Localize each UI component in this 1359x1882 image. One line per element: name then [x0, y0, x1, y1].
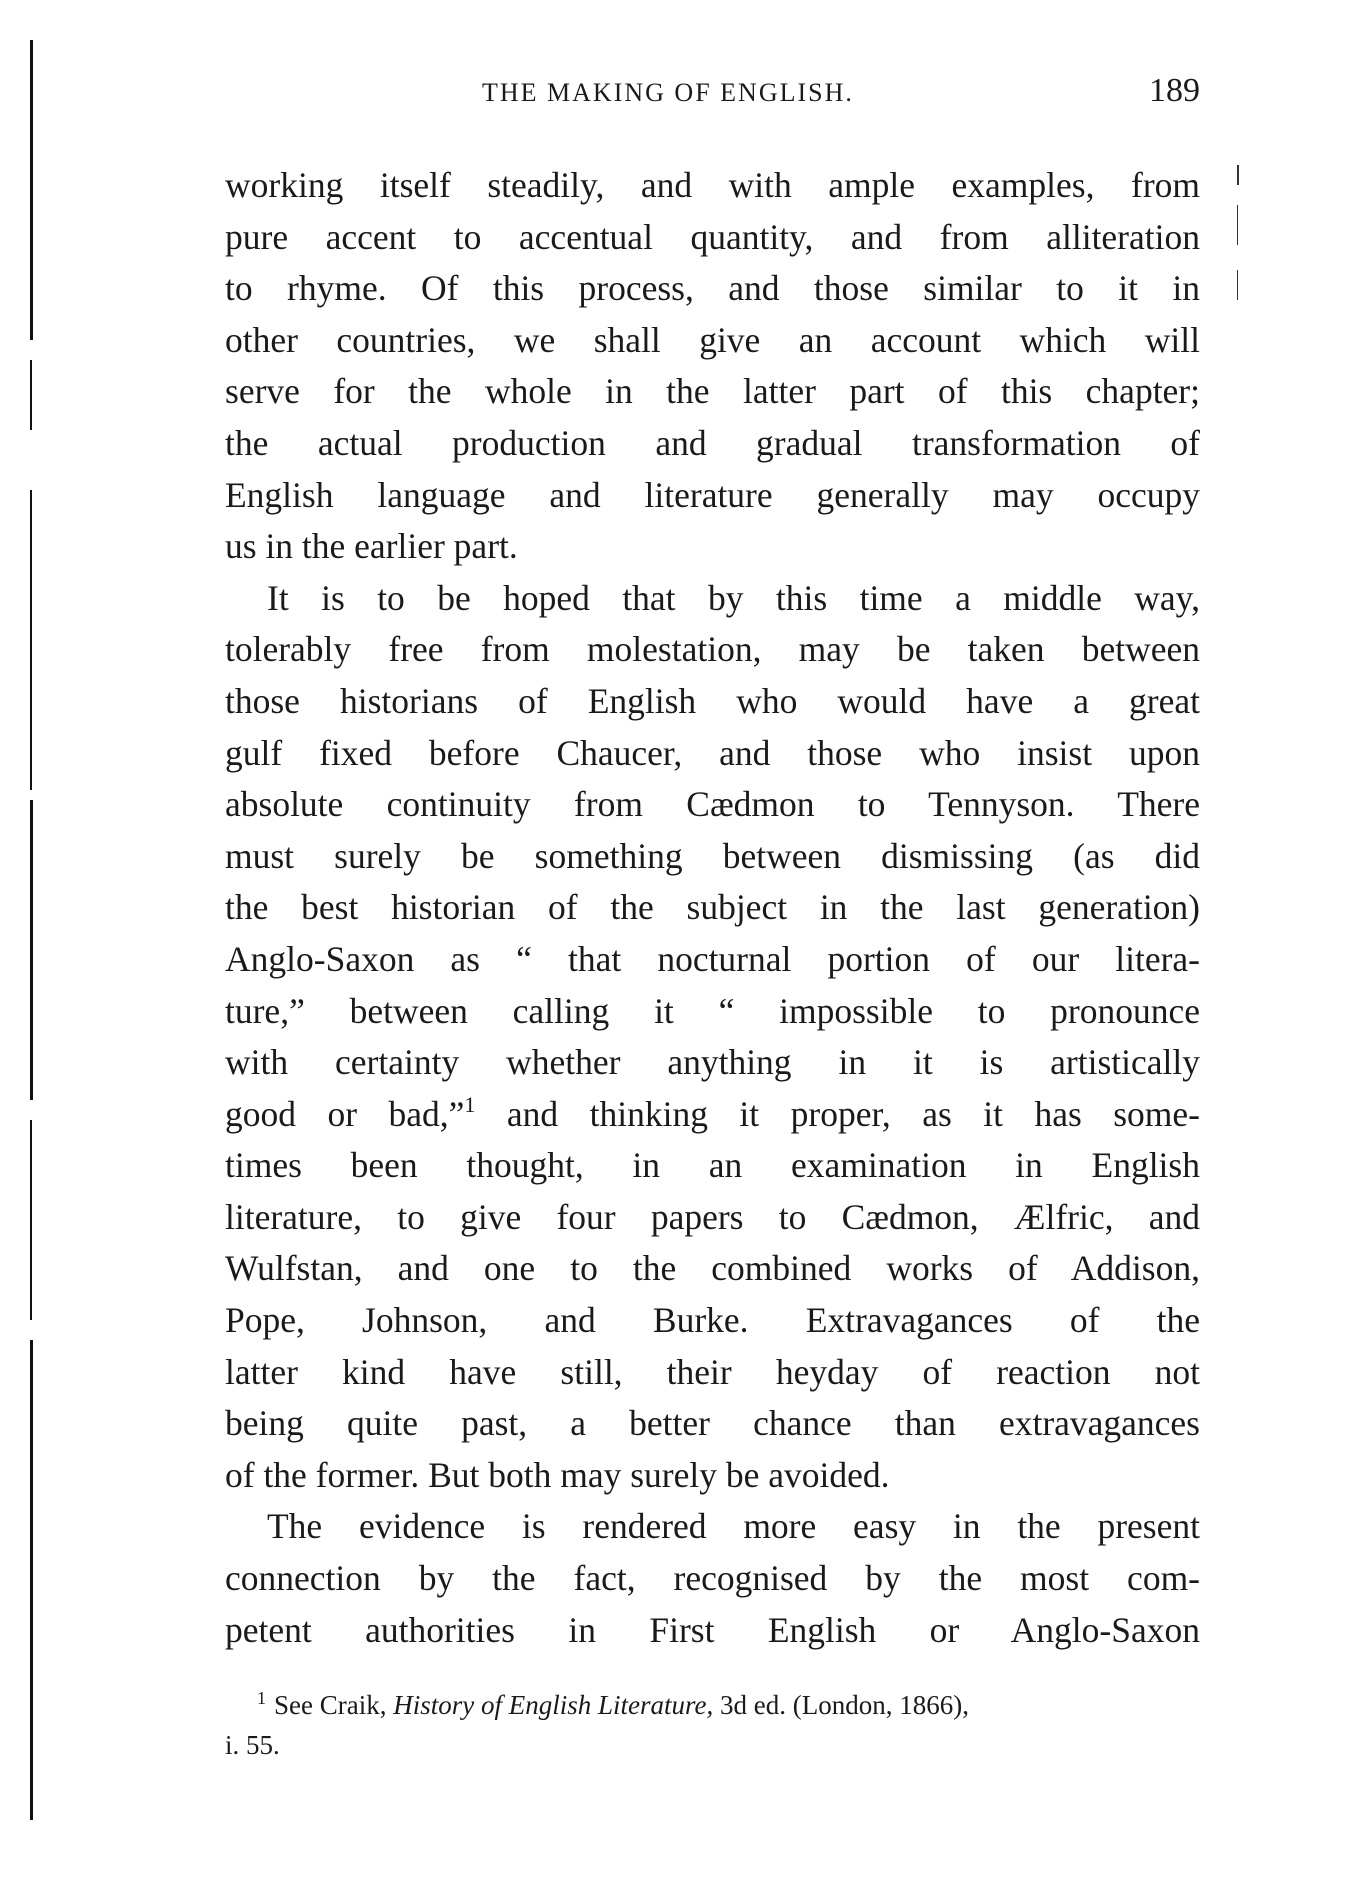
text-line: latter kind have still, their heyday of reaction not: [225, 1351, 1200, 1392]
running-head: THE MAKING OF ENGLISH.: [482, 78, 854, 107]
text-line: connection by the fact, recognised by the most com-: [225, 1558, 1200, 1599]
text-line: other countries, we shall give an account which will: [225, 319, 1200, 360]
text-line: English language and literature generally may occupy: [225, 474, 1200, 515]
page-header: [225, 72, 1200, 112]
text-line: literature, to give four papers to Cædmon, Ælfric, and: [225, 1196, 1200, 1237]
text-line: tolerably free from molestation, may be taken between: [225, 629, 1200, 670]
text-line: the best historian of the subject in the last generation): [225, 887, 1200, 928]
text-line: being quite past, a better chance than extravagances: [225, 1403, 1200, 1444]
text-segment: good or bad,”: [225, 1093, 465, 1134]
binding-edge-mark: [30, 1120, 32, 1320]
text-line: petent authorities in First English or Anglo-Saxon: [225, 1609, 1200, 1650]
binding-edge-mark: [30, 40, 33, 340]
footnote-text: See Craik,: [274, 1690, 387, 1720]
text-line: those historians of English who would have a great: [225, 680, 1200, 721]
text-line: Pope, Johnson, and Burke. Extravagances of the: [225, 1300, 1200, 1341]
text-line: absolute continuity from Cædmon to Tennyson. There: [225, 784, 1200, 825]
paragraph-2: [225, 573, 1200, 1502]
text-line: to rhyme. Of this process, and those similar to it in: [225, 268, 1200, 309]
text-line: It is to be hoped that by this time a middle way,: [267, 577, 1200, 618]
binding-edge-mark: [30, 800, 33, 1100]
footnote-reference[interactable]: 1: [464, 1091, 476, 1117]
footnote-marker: 1: [257, 1688, 266, 1708]
footnote: [225, 1685, 1200, 1765]
text-line: times been thought, in an examination in English: [225, 1145, 1200, 1186]
text-line: The evidence is rendered more easy in the present: [267, 1506, 1200, 1547]
text-line: of the former. But both may surely be avoided.: [225, 1454, 890, 1495]
paragraph-3: [225, 1501, 1200, 1656]
margin-mark: [1237, 165, 1239, 185]
margin-mark: [1237, 205, 1238, 245]
text-line: Anglo-Saxon as “ that nocturnal portion of our litera-: [225, 938, 1200, 979]
footnote-book-title: History of English Literature,: [393, 1690, 714, 1720]
footnote-line: [225, 1685, 1200, 1725]
paragraph-1: [225, 160, 1200, 573]
text-line: must surely be something between dismissing (as did: [225, 835, 1200, 876]
text-line: Wulfstan, and one to the combined works of Addison,: [225, 1248, 1200, 1289]
text-line-with-footnote: [225, 1089, 1200, 1141]
binding-edge-mark: [30, 360, 32, 430]
page-number: 189: [1149, 72, 1200, 109]
text-line: us in the earlier part.: [225, 526, 518, 567]
text-line: serve for the whole in the latter part of this chapter;: [225, 371, 1200, 412]
text-line: pure accent to accentual quantity, and from alliteration: [225, 216, 1200, 257]
text-line: the actual production and gradual transformation of: [225, 422, 1200, 463]
margin-mark: [1237, 270, 1238, 300]
text-line: ture,” between calling it “ impossible to pronounce: [225, 990, 1200, 1031]
footnote-line: i. 55.: [225, 1730, 280, 1760]
text-line: gulf fixed before Chaucer, and those who insist upon: [225, 732, 1200, 773]
binding-edge-mark: [30, 490, 32, 790]
text-segment: and thinking it proper, as it has some-: [506, 1093, 1200, 1134]
binding-edge-mark: [30, 1340, 33, 1820]
footnote-text: 3d ed. (London, 1866),: [720, 1690, 969, 1720]
body-text: [225, 160, 1200, 1656]
text-line: working itself steadily, and with ample examples, from: [225, 165, 1200, 205]
text-line: with certainty whether anything in it is artistically: [225, 1042, 1200, 1083]
